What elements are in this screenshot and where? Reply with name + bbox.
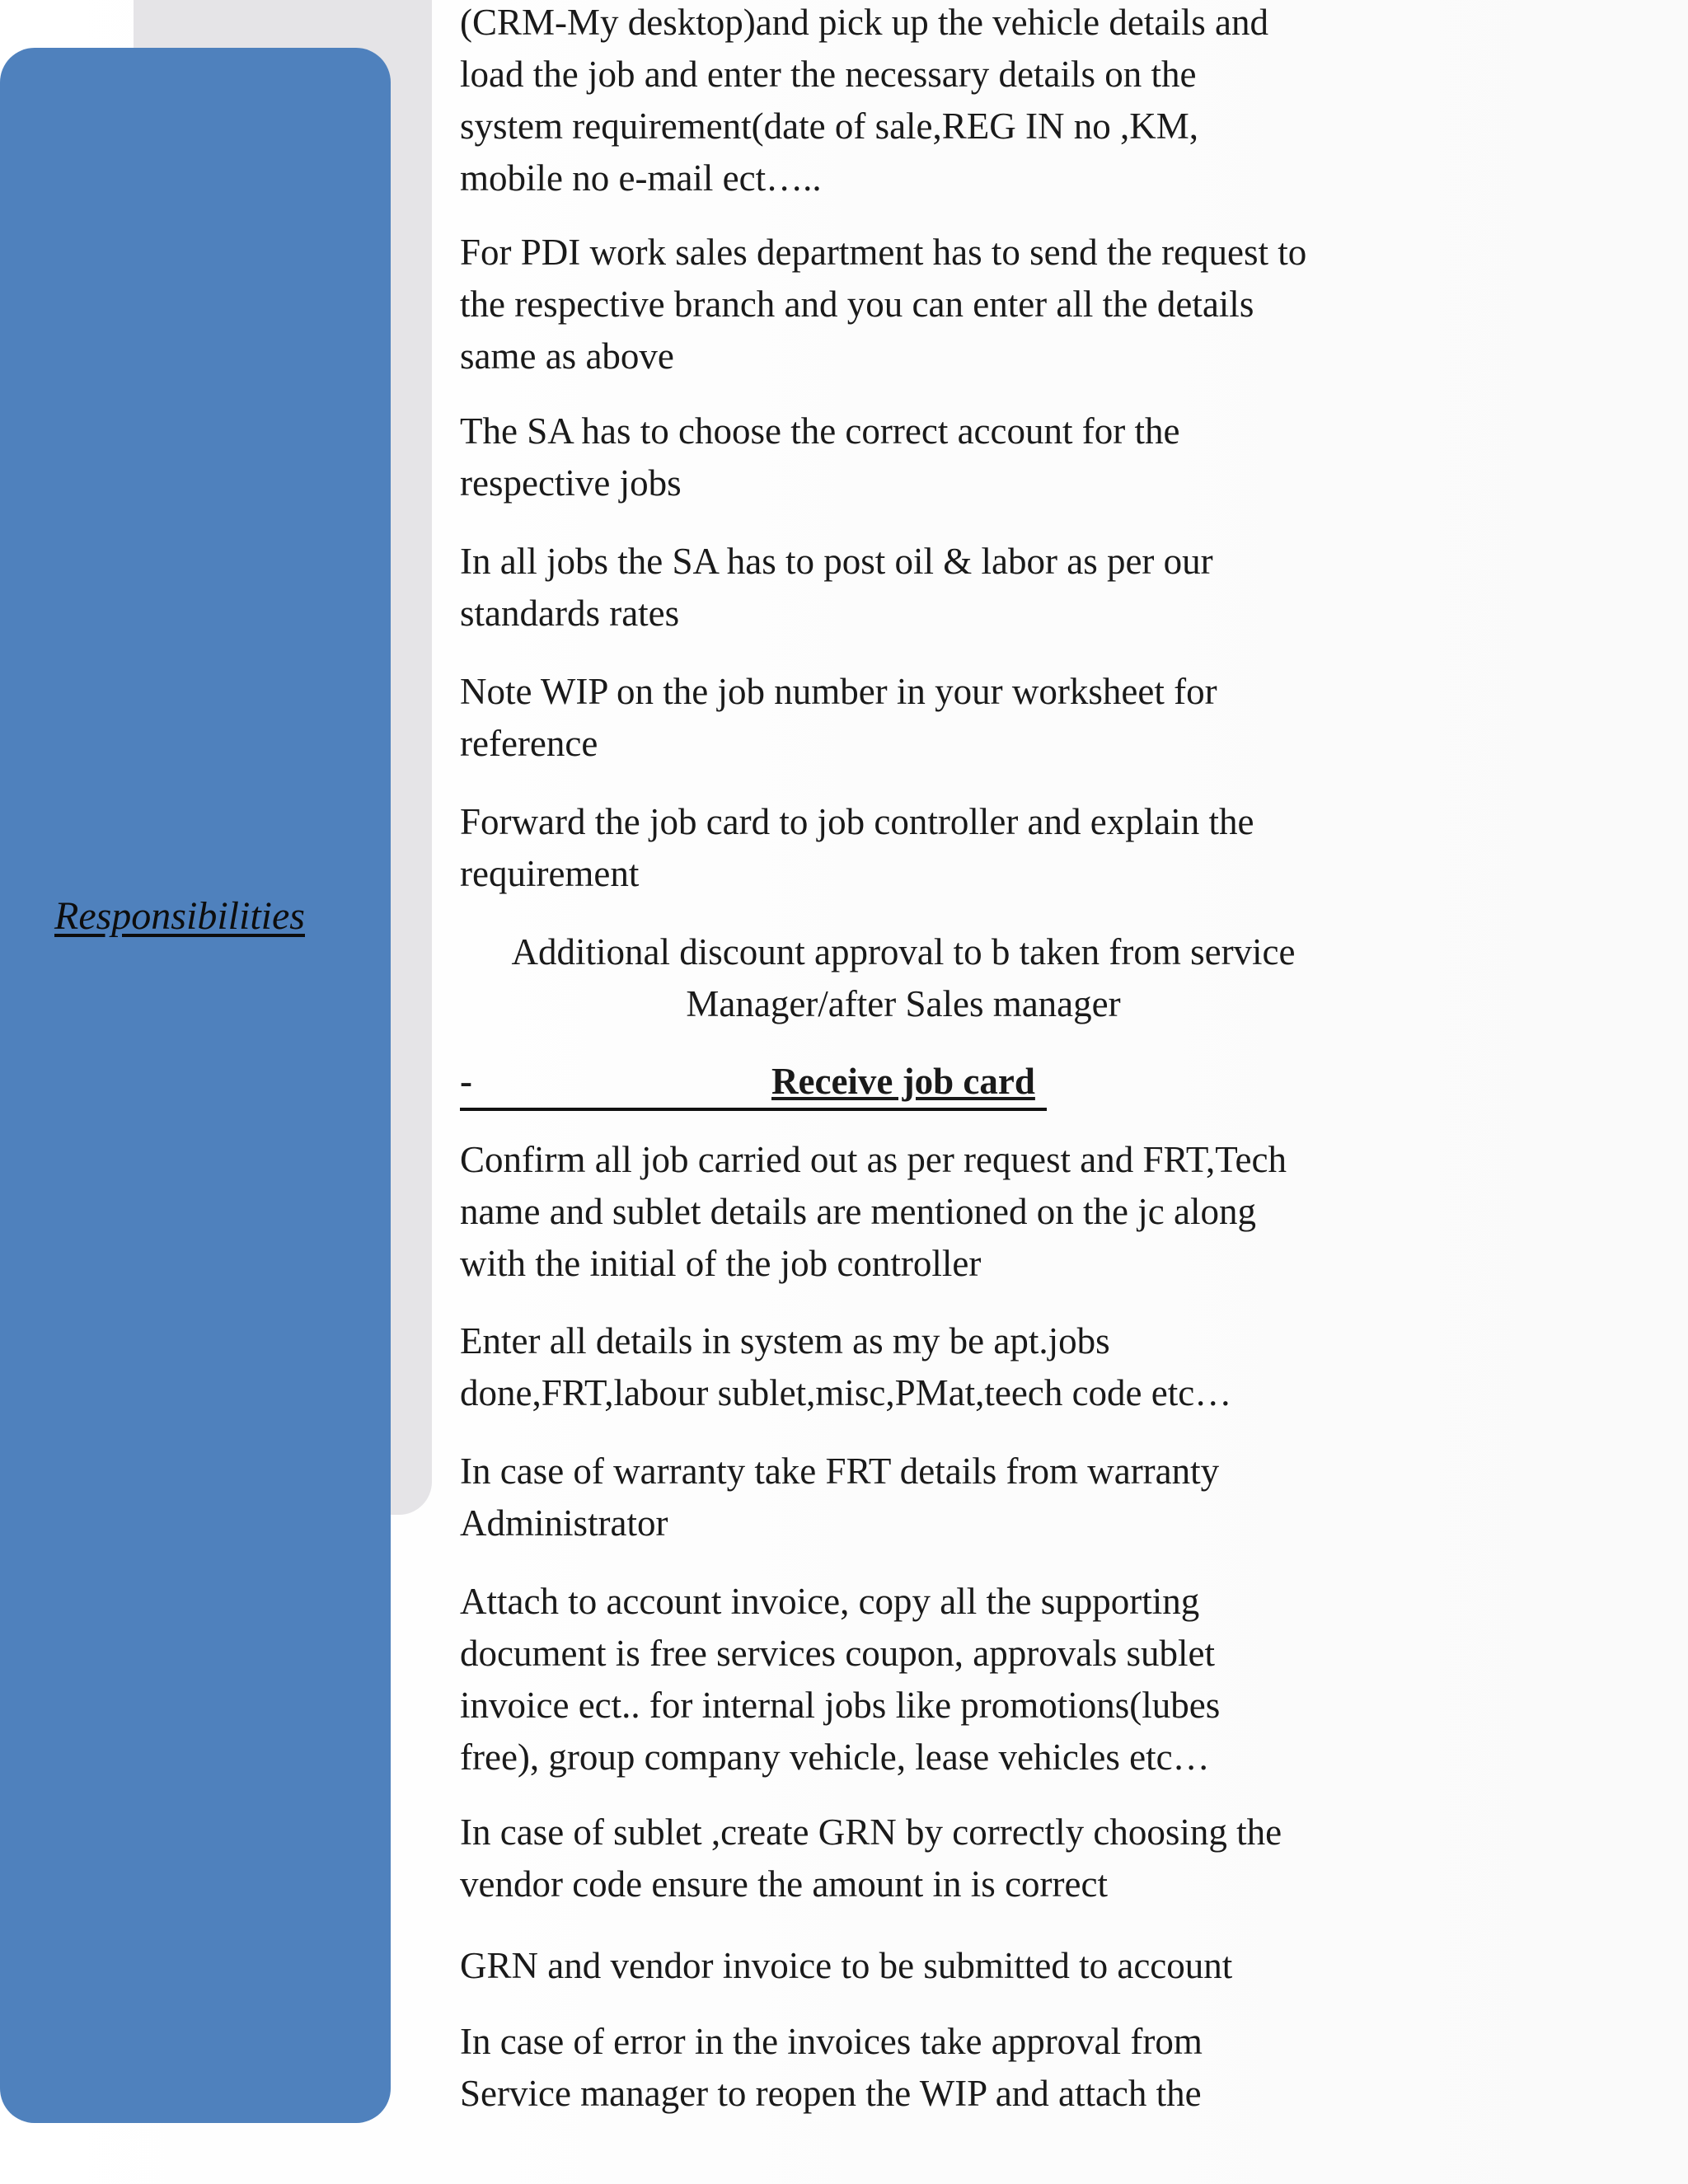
paragraph-note-wip: Note WIP on the job number in your worksheet for reference [460, 671, 1217, 764]
paragraph-post-oil-labor: In all jobs the SA has to post oil & labor as per our standards rates [460, 541, 1213, 634]
paragraph-pdi-work: For PDI work sales department has to send the request to the respective branch and you can enter all the details same as above [460, 232, 1307, 377]
paragraph-discount-approval: Additional discount approval to b taken from service Manager/after Sales manager [511, 931, 1296, 1024]
paragraph-attach-invoice: Attach to account invoice, copy all the supporting document is free services coupon, approvals sublet invoice ect.. for internal jobs like promotions(lubes free), group company vehicle, lease vehicles etc… [460, 1581, 1221, 1778]
paragraph-invoice-error: In case of error in the invoices take approval from Service manager to reopen the WIP and attach the [460, 2021, 1203, 2114]
paragraph-forward-job-card: Forward the job card to job controller and explain the requirement [460, 801, 1254, 894]
paragraph-enter-details: Enter all details in system as my be apt.jobs done,FRT,labour sublet,misc,PMat,teech code etc… [460, 1320, 1232, 1413]
blue-sidebar-panel [0, 48, 391, 2123]
section-heading-receive-job-card [460, 1060, 1047, 1111]
paragraph-choose-account: The SA has to choose the correct account for the respective jobs [460, 410, 1180, 504]
section-label-responsibilities: Responsibilities [54, 894, 305, 938]
heading-title: Receive job card [771, 1061, 1035, 1102]
paragraph-crm-desktop: (CRM-My desktop)and pick up the vehicle details and load the job and enter the necessary details on the system requirement(date of sale,REG IN no ,KM, mobile no e-mail ect….. [460, 2, 1269, 199]
paragraph-confirm-jobs: Confirm all job carried out as per request and FRT,Tech name and sublet details are mentioned on the jc along with the initial of the job controller [460, 1139, 1287, 1284]
paragraph-grn-submit: GRN and vendor invoice to be submitted to account [460, 1945, 1233, 1986]
heading-dash: - [460, 1061, 472, 1102]
paragraph-sublet-grn: In case of sublet ,create GRN by correctly choosing the vendor code ensure the amount in is correct [460, 1811, 1282, 1905]
paragraph-warranty-frt: In case of warranty take FRT details from warranty Administrator [460, 1451, 1220, 1544]
